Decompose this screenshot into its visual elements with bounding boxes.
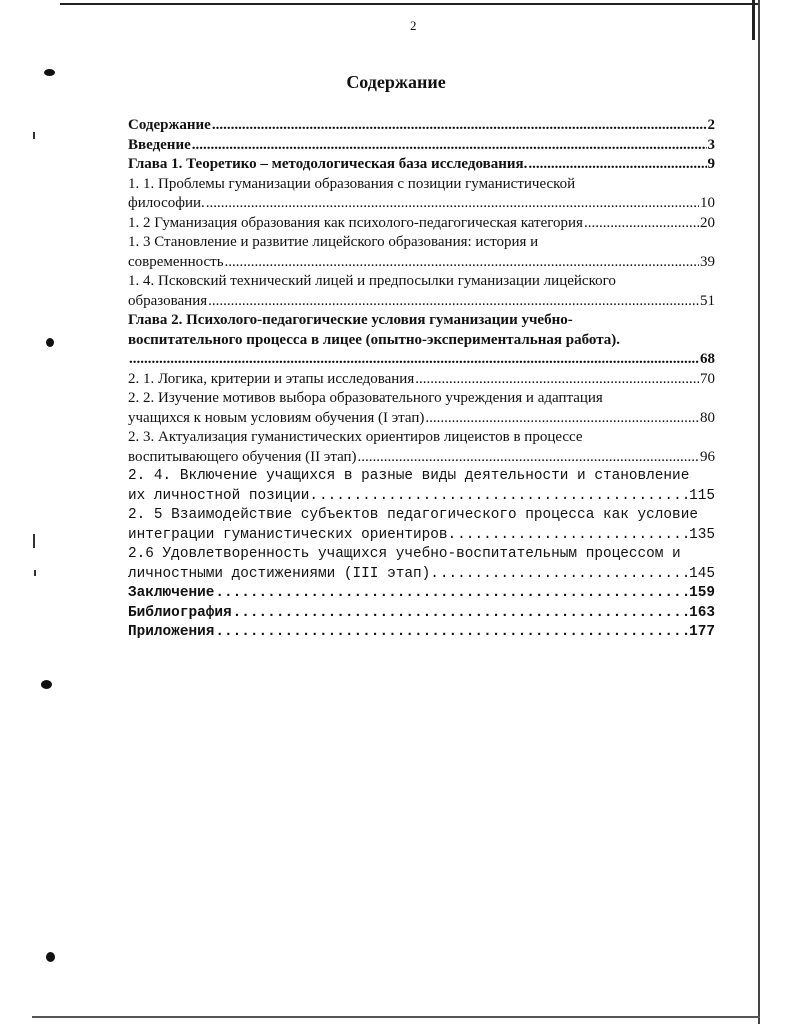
toc-leader-dots — [415, 370, 699, 390]
toc-entry-page: 163 — [689, 604, 715, 621]
toc-entry-contents — [128, 116, 715, 136]
toc-leader-dots — [584, 214, 699, 234]
toc-entry-page: 68 — [700, 351, 715, 367]
toc-entry-title-line1: 2. 2. Изучение мотивов выбора образовательного учреждения и адаптация — [128, 390, 603, 406]
toc-entry-page: 80 — [700, 409, 715, 426]
toc-entry-title-line1: 1. 4. Псковский технический лицей и предпосылки гуманизации лицейского — [128, 273, 616, 289]
toc-entry-page: 9 — [707, 156, 715, 172]
scan-hole-mark — [41, 680, 52, 689]
toc-leader-dots — [215, 584, 688, 604]
scan-hole-mark — [46, 952, 55, 962]
toc-entry-page: 96 — [700, 448, 715, 465]
toc-entry-conclusion — [128, 584, 715, 604]
toc-entry-title: 1. 2 Гуманизация образования как психолого-педагогическая категория — [128, 214, 583, 231]
toc-entry-title-line2: интеграции гуманистических ориентиров. — [128, 526, 457, 543]
scan-border-top — [60, 3, 760, 5]
toc-entry-title-line2: философии. — [128, 195, 205, 211]
scan-speck — [34, 570, 36, 576]
toc-entry-page: 70 — [700, 370, 715, 387]
toc-entry-title-line2: образования — [128, 292, 208, 309]
toc-entry-introduction — [128, 136, 715, 156]
table-of-contents — [128, 116, 715, 643]
toc-entry-title: Приложения — [128, 624, 215, 640]
toc-entry-title: Глава 1. Теоретико – методологическая база исследования. — [128, 156, 528, 172]
toc-entry-page: 115 — [689, 487, 715, 504]
toc-entry-page: 3 — [707, 136, 715, 153]
toc-entry-page: 51 — [700, 292, 715, 309]
toc-leader-dots — [212, 116, 707, 136]
toc-entry-title-line2: современность — [128, 253, 224, 270]
toc-entry-appendices — [128, 623, 715, 643]
toc-entry-page: 135 — [689, 526, 715, 543]
toc-leader-dots — [319, 487, 688, 507]
toc-entry-section-2-3 — [128, 428, 715, 467]
scan-ink-top-right — [752, 0, 755, 40]
toc-entry-bibliography — [128, 604, 715, 624]
toc-entry-title: Библиография — [128, 604, 232, 621]
scan-speck — [33, 132, 35, 139]
toc-leader-dots — [215, 623, 688, 643]
toc-entry-section-2-4 — [128, 467, 715, 506]
toc-leader-dots — [425, 409, 699, 429]
toc-leader-dots — [457, 526, 688, 546]
toc-entry-page: 177 — [689, 624, 715, 640]
toc-leader-dots — [528, 155, 706, 175]
toc-entry-page: 20 — [700, 214, 715, 231]
toc-leader-dots — [129, 350, 699, 370]
toc-entry-title-line2: личностными достижениями (III этап). — [128, 565, 439, 582]
toc-entry-title-line1: 1. 1. Проблемы гуманизации образования с позиции гуманистической — [128, 175, 576, 192]
toc-leader-dots — [192, 136, 707, 156]
toc-entry-title-line1: 2. 3. Актуализация гуманистических ориентиров лицеистов в процессе — [128, 429, 583, 445]
toc-entry-title-line2: учащихся к новым условиям обучения (I этап) — [128, 409, 425, 426]
toc-entry-section-2-2 — [128, 389, 715, 428]
toc-entry-section-1-3 — [128, 233, 715, 272]
toc-entry-section-2-5 — [128, 506, 715, 545]
toc-entry-page: 145 — [689, 565, 715, 582]
toc-entry-title-line1: 1. 3 Становление и развитие лицейского образования: история и — [128, 234, 539, 250]
toc-entry-title: Введение — [128, 136, 191, 153]
toc-leader-dots — [206, 194, 699, 214]
toc-entry-page: 2 — [707, 117, 715, 133]
toc-entry-title: Содержание — [128, 117, 211, 133]
toc-leader-dots — [208, 292, 699, 312]
toc-leader-dots — [225, 253, 699, 273]
toc-entry-title: Заключение — [128, 585, 215, 601]
toc-entry-page: 10 — [700, 195, 715, 211]
toc-entry-title-line2: их личностной позиции. — [128, 487, 318, 504]
toc-entry-section-1-1 — [128, 175, 715, 214]
scan-border-bottom — [32, 1016, 760, 1018]
toc-entry-chapter-2 — [128, 311, 715, 370]
toc-entry-title-line1: 2. 5 Взаимодействие субъектов педагогического процесса как условие — [128, 507, 698, 523]
toc-entry-title-line1: Глава 2. Психолого-педагогические условия гуманизации учебно- — [128, 312, 573, 328]
toc-leader-dots — [440, 565, 688, 585]
toc-leader-dots — [233, 604, 688, 624]
toc-leader-dots — [358, 448, 699, 468]
toc-entry-page: 39 — [700, 253, 715, 270]
toc-entry-section-1-4 — [128, 272, 715, 311]
toc-entry-section-1-2 — [128, 214, 715, 234]
page-number: 2 — [410, 18, 417, 33]
toc-entry-title-line2: воспитывающего обучения (II этап) — [128, 448, 357, 465]
toc-entry-section-2-6 — [128, 545, 715, 584]
scan-speck — [33, 534, 35, 548]
scan-hole-mark — [46, 338, 54, 347]
toc-entry-chapter-1 — [128, 155, 715, 175]
toc-entry-title-line1: 2.6 Удовлетворенность учащихся учебно-воспитательным процессом и — [128, 546, 681, 562]
scan-border-right — [758, 0, 760, 1024]
toc-entry-page: 159 — [689, 585, 715, 601]
toc-entry-title-line1: 2. 4. Включение учащихся в разные виды деятельности и становление — [128, 468, 690, 484]
toc-entry-title-line2: воспитательного процесса в лицее (опытно-экспериментальная работа). — [128, 331, 620, 348]
toc-entry-title: 2. 1. Логика, критерии и этапы исследования — [128, 370, 415, 387]
page-title: Содержание — [346, 72, 446, 92]
toc-entry-section-2-1 — [128, 370, 715, 390]
